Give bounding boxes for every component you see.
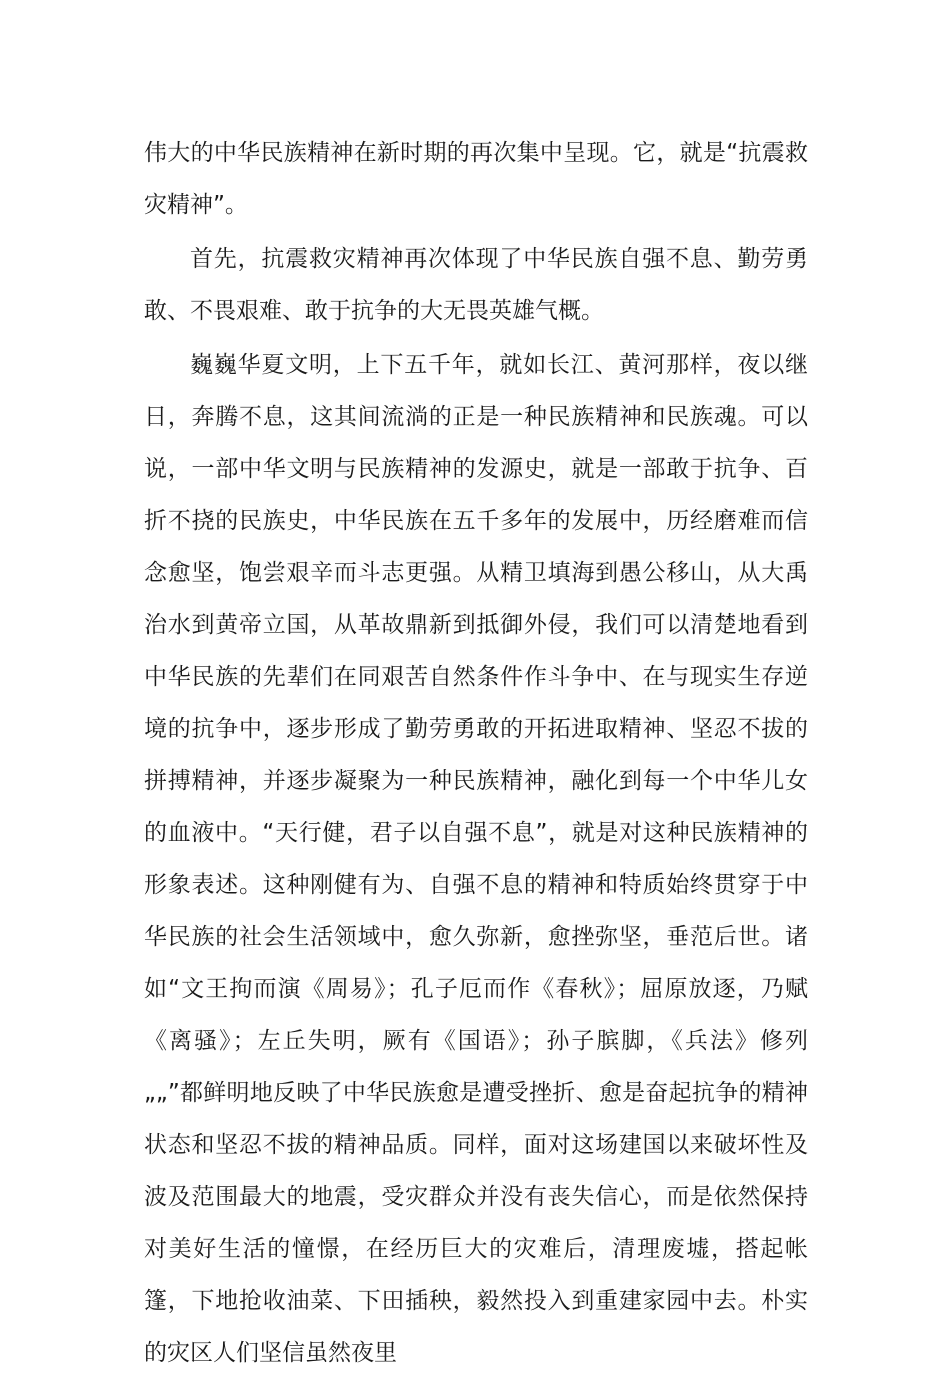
- document-body: [144, 127, 808, 1379]
- paragraph-3: 巍巍华夏文明，上下五千年，就如长江、黄河那样，夜以继日，奔腾不息，这其间流淌的正是一种民族精神和民族魂。可以说，一部中华文明与民族精神的发源史，就是一部敢于抗争、百折不挠的民族史，中华民族在五千多年的发展中，历经磨难而信念愈坚，饱尝艰辛而斗志更强。从精卫填海到愚公移山，从大禹治水到黄帝立国，从革故鼎新到抵御外侵，我们可以清楚地看到中华民族的先辈们在同艰苦自然条件作斗争中、在与现实生存逆境的抗争中，逐步形成了勤劳勇敢的开拓进取精神、坚忍不拔的拼搏精神，并逐步凝聚为一种民族精神，融化到每一个中华儿女的血液中。“天行健，君子以自强不息”，就是对这种民族精神的形象表述。这种刚健有为、自强不息的精神和特质始终贯穿于中华民族的社会生活领域中，愈久弥新，愈挫弥坚，垂范后世。诸如“文王拘而演《周易》；孔子厄而作《春秋》；屈原放逐，乃赋《离骚》；左丘失明，厥有《国语》；孙子膑脚，《兵法》修列„„”都鲜明地反映了中华民族愈是遭受挫折、愈是奋起抗争的精神状态和坚忍不拔的精神品质。同样，面对这场建国以来破坏性及波及范围最大的地震，受灾群众并没有丧失信心，而是依然保持对美好生活的憧憬，在经历巨大的灾难后，清理废墟，搭起帐篷，下地抢收油菜、下田插秧，毅然投入到重建家园中去。朴实的灾区人们坚信虽然夜里: [144, 352, 808, 1366]
- paragraph-1: 伟大的中华民族精神在新时期的再次集中呈现。它，就是“抗震救灾精神”。: [144, 140, 808, 218]
- paragraph-2: 首先，抗震救灾精神再次体现了中华民族自强不息、勤劳勇敢、不畏艰难、敢于抗争的大无畏英雄气概。: [144, 246, 808, 324]
